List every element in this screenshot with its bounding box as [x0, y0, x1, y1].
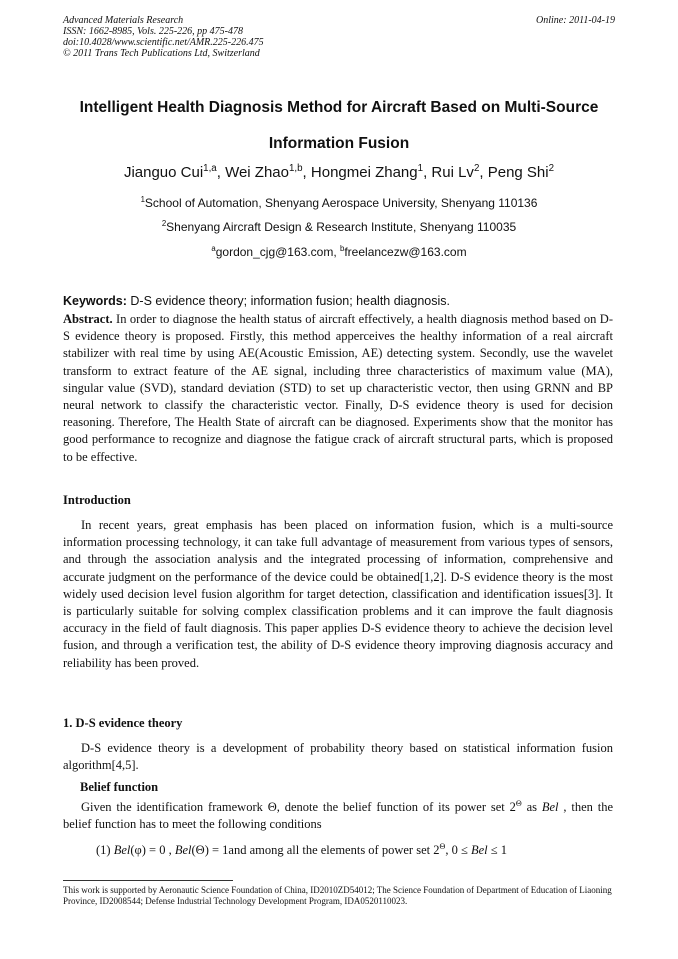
affiliation-text: Shenyang Aircraft Design & Research Institute, Shenyang 110035	[166, 220, 517, 234]
eq-bel: Bel	[174, 843, 192, 857]
belief-text-b: as	[521, 800, 542, 814]
journal-name: Advanced Materials Research	[63, 15, 184, 26]
abstract-label: Abstract.	[63, 312, 113, 326]
eq-part: and among all the elements of power set 2	[228, 843, 440, 857]
author-name: Rui Lv	[431, 164, 474, 181]
affiliation-sup: 1	[140, 195, 145, 204]
belief-text-c: , then the belief function has to meet the following conditions	[63, 800, 613, 832]
footnote: This work is supported by Aeronautic Science Foundation of China, ID2010ZD54012; The Science Foundation of Department of Education of Liaoning Province, ID2008544; Defense Industrial Technology Development Program, IDA0520110023.	[63, 885, 612, 906]
journal-meta	[63, 15, 264, 59]
section-1-paragraph: D-S evidence theory is a development of probability theory based on statistical information fusion algorithm[4,5].	[63, 741, 613, 773]
bel-symbol: Bel	[541, 800, 559, 814]
equation-1	[96, 843, 507, 858]
eq-part: (φ) = 0 ,	[130, 843, 175, 857]
affiliation-2	[50, 220, 628, 234]
eq-part: , 0 ≤	[445, 843, 471, 857]
belief-text-a: Given the identification framework Θ, denote the belief function of its power set 2	[81, 800, 516, 814]
email-b: freelancezw@163.com	[344, 245, 467, 259]
author-sup: 2	[548, 163, 555, 174]
author-name: Wei Zhao	[225, 164, 289, 181]
equation-number: (1)	[96, 843, 114, 857]
keywords-label: Keywords:	[63, 294, 127, 308]
introduction-heading: Introduction	[63, 493, 131, 507]
introduction-paragraph: In recent years, great emphasis has been placed on information fusion, which is a multi-source information processing technology, it can take full advantage of measurement from various types of sensors, and through the association analysis and the integrated processing of information, comprehensive and accurate judgment on the performance of the device could be obtained[1,2]. D-S evidence theory is the most widely used decision level fusion algorithm for target detection, classification and identification issues[3]. It is particularly suitable for solving complex classification problems and it can improve the fault diagnosis accuracy in the field of fault diagnosis. This paper applies D-S evidence theory to achieve the decision level fusion, and through a verification test, the ability of D-S evidence theory improving diagnosis accuracy and reliability has been proved.	[63, 518, 613, 670]
belief-function-heading: Belief function	[80, 780, 159, 794]
belief-sup: Θ	[515, 798, 522, 808]
keywords	[63, 294, 450, 308]
affiliation-1	[50, 196, 628, 210]
author-name: Jianguo Cui	[123, 164, 204, 181]
email-sep: ,	[333, 245, 340, 259]
eq-part: (Θ) = 1	[191, 843, 229, 857]
author-sup: 1,a	[203, 163, 217, 174]
paper-title: Intelligent Health Diagnosis Method for Aircraft Based on Multi-Source Information Fusion	[79, 99, 599, 152]
affiliation-sup: 2	[161, 219, 167, 228]
belief-function-paragraph	[63, 799, 613, 833]
email-a: gordon_cjg@163.com	[215, 245, 334, 259]
author-list: Jianguo Cui$^{1,a}$, Wei Zhao$^{1,b}$, Hongmei Zhang$^1$, Rui Lv$^2$, Peng Shi$^2$	[123, 163, 555, 181]
online-date: Online: 2011-04-19	[536, 15, 615, 26]
abstract	[63, 311, 613, 466]
copyright-line: © 2011 Trans Tech Publications Ltd, Switzerland	[63, 48, 260, 59]
issn-line: ISSN: 1662-8985, Vols. 225-226, pp 475-478	[63, 26, 243, 37]
footnote-divider	[63, 880, 233, 881]
author-sup: 1,b	[288, 163, 303, 174]
email-sup: b	[340, 244, 345, 253]
keywords-text: D-S evidence theory; information fusion; health diagnosis.	[126, 294, 451, 308]
author-name: Peng Shi	[487, 164, 549, 181]
author-name: Hongmei Zhang	[310, 164, 418, 181]
author-sup: 1	[417, 163, 424, 174]
email-line	[50, 245, 628, 259]
eq-part: ≤ 1	[487, 843, 508, 857]
author-sup: 2	[473, 163, 480, 174]
affiliation-text: School of Automation, Shenyang Aerospace University, Shenyang 110136	[144, 196, 538, 210]
eq-bel: Bel	[470, 843, 488, 857]
eq-bel: Bel	[113, 843, 131, 857]
email-sup: a	[211, 244, 216, 253]
abstract-text: In order to diagnose the health status of aircraft effectively, a health diagnosis method based on D-S evidence theory is proposed. Firstly, this method apperceives the healthy information of a real aircraft stabilizer with real time by using AE(Acoustic Emission, AE) detecting system. Secondly, use the wavelet transform to extract feature of the AE signal, including three characteristics of maximum value (MA), singular value (SVD), standard deviation (STD) to set up characteristic vector, then using GRNN and BP neural network to classify the characteristic vector. Finally, D-S evidence theory is used for decision reasoning. Therefore, The Health State of aircraft can be diagnosed. Experiments show that the monitor has good performance to recognize and diagnose the fatigue crack of aircraft structural parts, which is proposed to be effective.	[63, 312, 613, 464]
doi-line: doi:10.4028/www.scientific.net/AMR.225-226.475	[63, 37, 264, 48]
section-1-heading: 1. D-S evidence theory	[63, 716, 183, 730]
eq-sup: Θ	[439, 841, 446, 851]
